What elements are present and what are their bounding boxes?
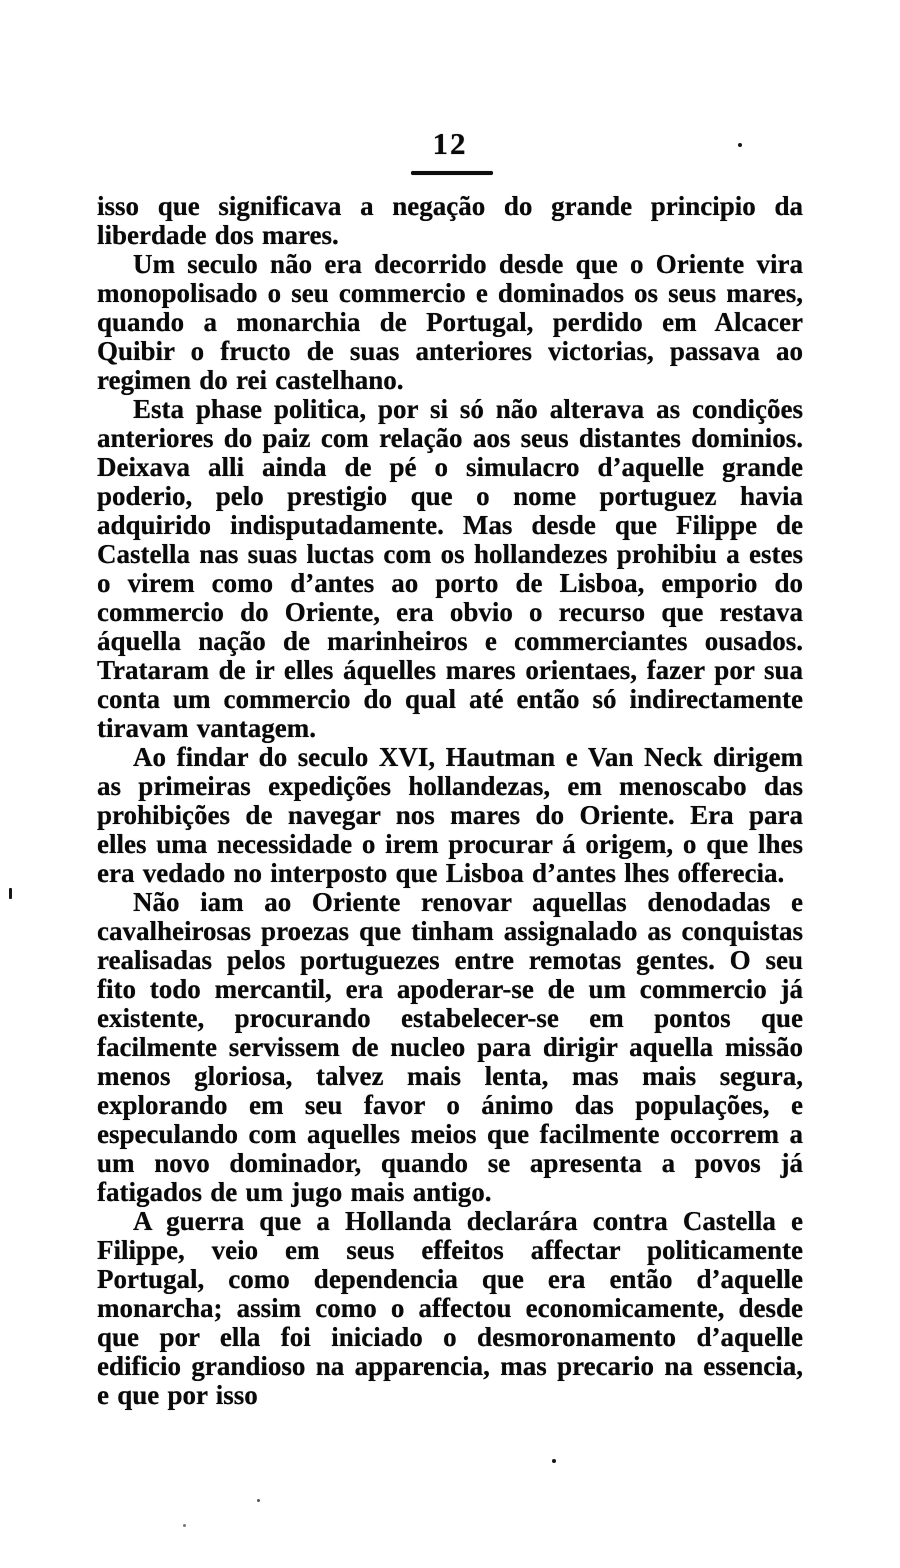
scan-speck [9,888,12,899]
scan-speck [738,143,742,147]
scan-speck [552,1459,556,1463]
paragraph: A guerra que a Hollanda declarára contra Castella e Filippe, veio em seus effeitos affectar politicamente Portugal, como dependencia que era então d’aquelle monarcha; assim como o affectou economicamente, desde que por ella foi iniciado o desmoronamento d’aquelle edificio grandioso na apparencia, mas precario na essencia, e que por isso [97,1206,803,1410]
paragraph: isso que significava a negação do grande principio da liberdade dos mares. [97,191,803,250]
page-number: 12 [432,126,468,161]
paragraph: Esta phase politica, por si só não alterava as condições anteriores do paiz com relação aos seus distantes dominios. Deixava alli ainda de pé o simulacro d’aquelle grande poderio, pelo prestigio que o nome portuguez havia adquirido indisputadamente. Mas desde que Filippe de Castella nas suas luctas com os hollandezes prohibiu a estes o virem como d’antes ao porto de Lisboa, emporio do commercio do Oriente, era obvio o recurso que restava áquella nação de marinheiros e commerciantes ousados. Trataram de ir elles áquelles mares orientaes, fazer por sua conta um commercio do qual até então só indirectamente tiravam vantagem. [97,394,803,743]
header-rule-ornament [411,171,493,175]
body-text-block [97,192,803,1410]
paragraph: Ao findar do seculo XVI, Hautman e Van Neck dirigem as primeiras expedições hollandezas, em menoscabo das prohibições de navegar nos mares do Oriente. Era para elles uma necessidade o irem procurar á origem, o que lhes era vedado no interposto que Lisboa d’antes lhes offerecia. [97,742,803,888]
scan-speck [183,1524,186,1527]
paragraph: Um seculo não era decorrido desde que o Oriente vira monopolisado o seu commercio e dominados os seus mares, quando a monarchia de Portugal, perdido em Alcacer Quibir o fructo de suas anteriores victorias, passava ao regimen do rei castelhano. [97,249,803,395]
scan-speck [257,1499,260,1502]
paragraph: Não iam ao Oriente renovar aquellas denodadas e cavalheirosas proezas que tinham assignalado as conquistas realisadas pelos portuguezes entre remotas gentes. O seu fito todo mercantil, era apoderar-se de um commercio já existente, procurando estabelecer-se em pontos que facilmente servissem de nucleo para dirigir aquella missão menos gloriosa, talvez mais lenta, mas mais segura, explorando em seu favor o ánimo das populações, e especulando com aquelles meios que facilmente occorrem a um novo dominador, quando se apresenta a povos já fatigados de um jugo mais antigo. [97,887,803,1207]
